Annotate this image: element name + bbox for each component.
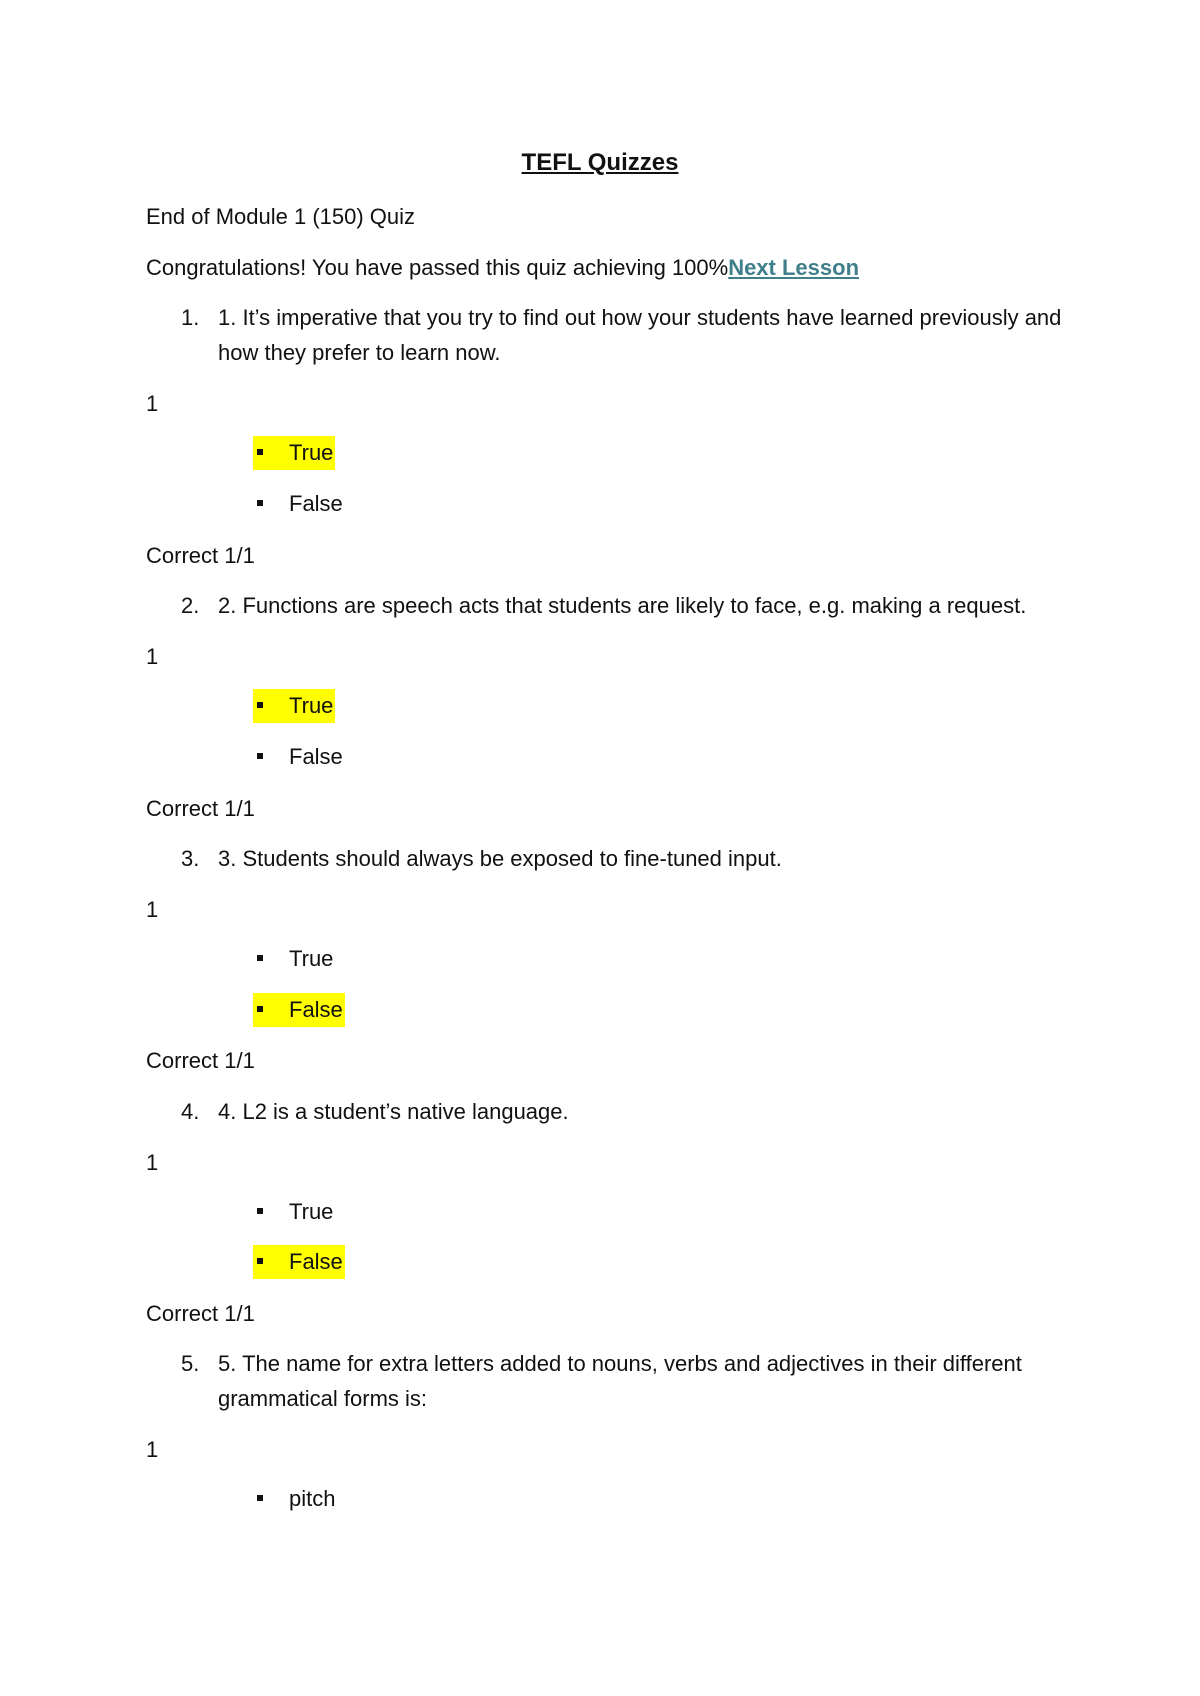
answer-option-label: True [289, 946, 334, 971]
question-number: 1. [181, 305, 200, 330]
question-number: 5. [181, 1351, 200, 1376]
bullet-icon [257, 1258, 263, 1264]
answer-option-label: False [289, 997, 343, 1022]
answer-option-label: True [289, 1199, 334, 1224]
question-result: Correct 1/1 [146, 1301, 255, 1326]
answer-option-label: False [289, 491, 343, 516]
bullet-icon [257, 1006, 263, 1012]
answer-option[interactable] [253, 436, 335, 470]
bullet-icon [257, 500, 263, 506]
congrats-line [146, 254, 859, 282]
answer-option[interactable] [253, 1195, 335, 1229]
bullet-icon [257, 753, 263, 759]
question-text: 3. Students should always be exposed to fine-tuned input. [218, 846, 782, 871]
answer-option-label: pitch [289, 1486, 336, 1511]
bullet-icon [257, 1495, 263, 1501]
question-number: 3. [181, 846, 200, 871]
question-text: 4. L2 is a student’s native language. [218, 1099, 569, 1124]
answer-option[interactable] [253, 487, 345, 521]
next-lesson-link[interactable]: Next Lesson [728, 255, 860, 280]
question-result: Correct 1/1 [146, 1048, 255, 1073]
question-points: 1 [146, 644, 159, 669]
congrats-message: Congratulations! You have passed this quiz achieving 100% [146, 255, 729, 280]
answer-option[interactable] [253, 689, 335, 723]
answer-option[interactable] [253, 942, 335, 976]
bullet-icon [257, 1208, 263, 1214]
bullet-icon [257, 955, 263, 961]
question-points: 1 [146, 391, 159, 416]
answer-option[interactable] [253, 1482, 337, 1516]
question-text: 1. It’s imperative that you try to find out how your students have learned previously and how they prefer to learn now. [218, 305, 1062, 365]
question-result: Correct 1/1 [146, 796, 255, 821]
bullet-icon [257, 449, 263, 455]
answer-option-label: True [289, 440, 334, 465]
answer-option-label: False [289, 744, 343, 769]
question-points: 1 [146, 1150, 159, 1175]
answer-option[interactable] [253, 740, 345, 774]
answer-option[interactable] [253, 993, 345, 1027]
answer-option-label: True [289, 693, 334, 718]
bullet-icon [257, 702, 263, 708]
question-number: 2. [181, 593, 200, 618]
answer-option-label: False [289, 1249, 343, 1274]
quiz-subtitle: End of Module 1 (150) Quiz [146, 204, 416, 229]
question-text: 5. The name for extra letters added to nouns, verbs and adjectives in their different grammatical forms is: [218, 1351, 1022, 1411]
question-result: Correct 1/1 [146, 543, 255, 568]
question-text: 2. Functions are speech acts that students are likely to face, e.g. making a request. [218, 593, 1027, 618]
question-points: 1 [146, 1437, 159, 1462]
answer-option[interactable] [253, 1245, 345, 1279]
page-title: TEFL Quizzes [521, 149, 679, 176]
question-points: 1 [146, 897, 159, 922]
question-number: 4. [181, 1099, 200, 1124]
